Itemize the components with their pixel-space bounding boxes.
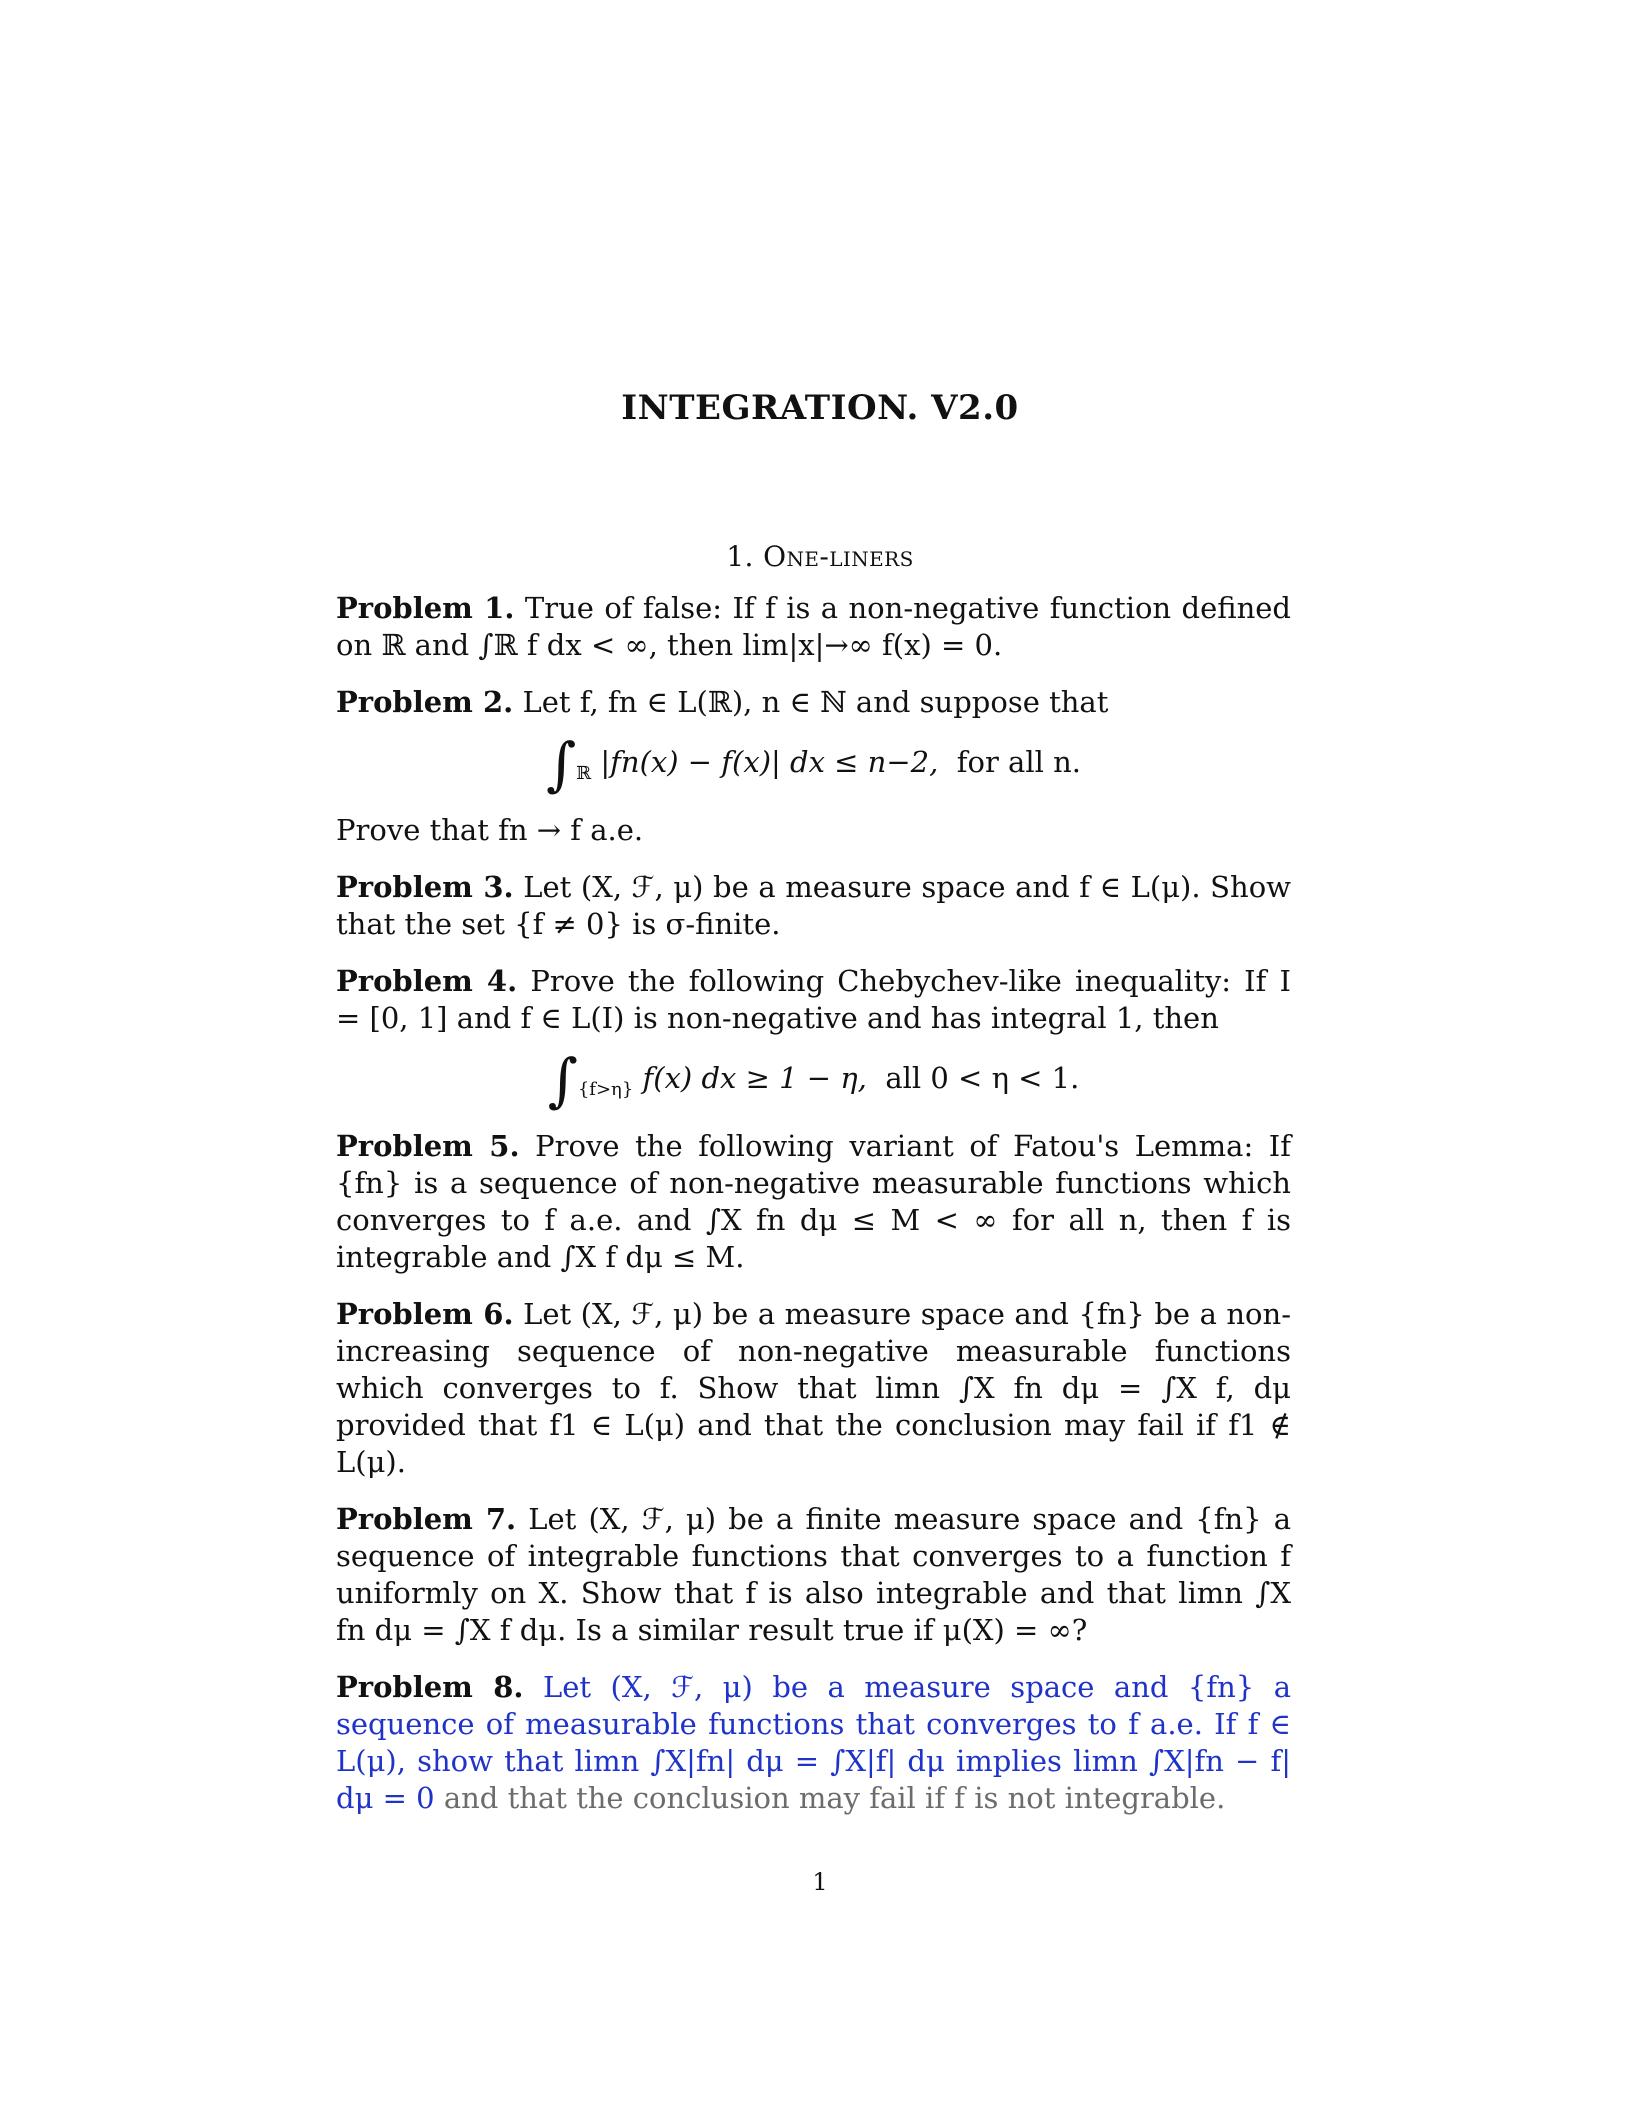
problem-1 [336, 590, 1291, 664]
problem-6-text: Let (X, ℱ, μ) be a measure space and {fn} be a non-increasing sequence of non-negative measurable functions which converges to f. Show that limn ∫X fn dμ = ∫X f, dμ provided that f1 ∈ L(μ) and that the conclusion may fail if f1 ∉ L(μ). [336, 1296, 1291, 1479]
problem-8-label: Problem 8. [336, 1669, 524, 1704]
problem-2 [336, 684, 1291, 849]
equation-body: f(x) dx ≥ 1 − η, [642, 1060, 867, 1095]
problem-4 [336, 963, 1291, 1114]
problem-3-label: Problem 3. [336, 869, 514, 904]
problem-2-display-equation [336, 730, 1291, 798]
integral-domain: {f>η} [577, 1078, 634, 1100]
problem-4-label: Problem 4. [336, 963, 518, 998]
problem-1-text: True of false: If f is a non-negative function defined on ℝ and ∫ℝ f dx < ∞, then lim|x|→∞ f(x) = 0. [336, 591, 1291, 662]
problem-3-text: Let (X, ℱ, μ) be a measure space and f ∈ L(μ). Show that the set {f ≠ 0} is σ-finite. [336, 869, 1292, 941]
integral-sign: ∫ [546, 730, 577, 798]
problem-8 [336, 1669, 1291, 1817]
document-title: INTEGRATION. V2.0 [621, 388, 1019, 428]
problem-list [336, 590, 1291, 1837]
problem-8-text-highlighted: Let (X, ℱ, μ) be a measure space and {fn} a sequence of measurable functions that converges to f a.e. If f ∈ L(μ), show that limn ∫X|fn| dμ = ∫X|f| dμ implies limn ∫X|fn − f| dμ = 0 [336, 1669, 1292, 1815]
problem-1-label: Problem 1. [336, 591, 515, 625]
problem-4-text: Prove the following Chebychev-like inequality: If I = [0, 1] and f ∈ L(I) is non-negative and has integral 1, then [336, 963, 1291, 1035]
problem-5-text: Prove the following variant of Fatou's Lemma: If {fn} is a sequence of non-negative measurable functions which converges to f a.e. and ∫X fn dμ ≤ M < ∞ for all n, then f is integrable and ∫X f dμ ≤ M. [336, 1128, 1291, 1274]
problem-5 [336, 1128, 1291, 1276]
section-heading: 1. One-liners [726, 540, 914, 573]
problem-2-conclusion: Prove that fn → f a.e. [336, 812, 644, 847]
problem-7-text: Let (X, ℱ, μ) be a finite measure space and {fn} a sequence of integrable functions that converges to a function f uniformly on X. Show that f is also integrable and that limn ∫X fn dμ = ∫X f dμ. Is a similar result true if μ(X) = ∞? [336, 1501, 1291, 1647]
equation-tail: for all n. [956, 745, 1081, 779]
problem-2-text: Let f, fn ∈ L(ℝ), n ∈ ℕ and suppose that [522, 685, 1109, 719]
problem-5-label: Problem 5. [336, 1128, 520, 1163]
problem-7-label: Problem 7. [336, 1501, 517, 1536]
integral-domain: ℝ [576, 762, 592, 784]
integral-sign: ∫ [547, 1045, 578, 1114]
problem-8-text-faded: and that the conclusion may fail if f is not integrable. [434, 1780, 1226, 1815]
problem-2-label: Problem 2. [336, 685, 514, 719]
equation-body: |fn(x) − f(x)| dx ≤ n−2, [600, 745, 939, 779]
equation-tail: all 0 < η < 1. [885, 1060, 1080, 1095]
problem-7 [336, 1501, 1291, 1649]
problem-3 [336, 869, 1291, 943]
page-number: 1 [812, 1868, 828, 1896]
problem-6-label: Problem 6. [336, 1296, 514, 1331]
problem-6 [336, 1296, 1291, 1481]
problem-4-display-equation [336, 1045, 1291, 1114]
